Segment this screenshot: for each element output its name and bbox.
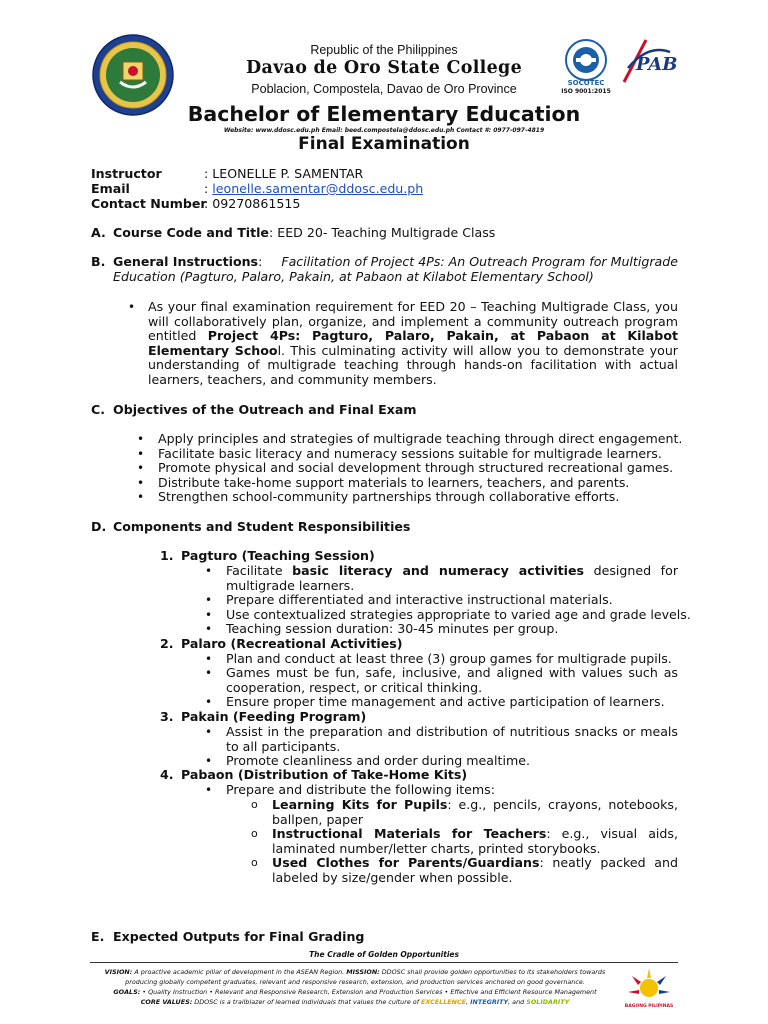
email-link[interactable]: leonelle.samentar@ddosc.edu.ph [212,181,424,196]
section-a-title: Course Code and Title [113,225,269,240]
iso-label: ISO 9001:2015 [561,88,611,95]
component-bullet: Prepare and distribute the following items: [226,782,495,797]
core-value-excellence: EXCELLENCE [421,998,467,1006]
component-bullet: Promote cleanliness and order during mealtime. [226,753,530,768]
footer-statements [90,967,620,1007]
component-bullet: Teaching session duration: 30-45 minutes per group. [226,621,559,636]
component-number: 1. [160,548,174,563]
section-e-letter: E. [91,929,105,944]
bullet-dot: • [205,725,213,739]
core-values-label: CORE VALUES: [140,998,193,1006]
section-b-para-bold: Project 4Ps: Pagturo, Palaro, Pakain, at Pabaon at Kilabot Elementary Schoo [148,328,678,358]
section-d-letter: D. [91,519,107,534]
bullet-dot: • [205,754,213,768]
bullet-dot: • [205,622,213,636]
socotec-label: SOCOTEC [567,79,605,87]
sub-bullet-item [272,856,678,885]
bullet-dot: • [137,476,145,490]
section-b-line1 [113,255,678,270]
component-title: Pagturo (Teaching Session) [181,548,375,563]
republic-line: Republic of the Philippines [310,43,458,57]
component-bullet: Ensure proper time management and active participation of learners. [226,694,665,709]
bullet-dot: • [205,593,213,607]
section-b-italic-1: Facilitation of Project 4Ps: An Outreach Program for Multigrade [281,254,678,269]
section-b-para-1: As your final examination requirement for EED 20 – Teaching Multigrade Class, you will collaboratively plan, organize, and implement a community outreach program entitled [148,299,678,344]
footer-tagline: The Cradle of Golden Opportunities [309,950,459,959]
text-run: , [466,998,471,1006]
college-address: Poblacion, Compostela, Davao de Oro Province [251,82,517,96]
text-run-bold: Instructional Materials for Teachers [272,826,547,841]
pab-label: PAB [636,54,678,75]
text-run-bold: Learning Kits for Pupils [272,797,448,812]
component-bullet: Plan and conduct at least three (3) group games for multigrade pupils. [226,651,672,666]
section-a-value: : EED 20- Teaching Multigrade Class [268,225,496,240]
instructor-label: Instructor [91,166,162,181]
goals-text: • Quality Instruction • Relevant and Responsive Research, Extension and Production Services • Effective and Efficient Resource Management [140,988,597,996]
section-b-letter: B. [91,254,106,269]
component-bullet: Assist in the preparation and distribution of nutritious snacks or meals to all participants. [226,724,678,754]
vision-label: VISION: [104,968,133,976]
component-bullet: Use contextualized strategies appropriate to varied age and grade levels. [226,607,691,622]
section-b-italic-2: Education (Pagturo, Palaro, Pakain, at Pabaon at Kilabot Elementary School) [113,269,594,284]
objective-item: Apply principles and strategies of multigrade teaching through direct engagement. [158,431,683,446]
component-bullet: Games must be fun, safe, inclusive, and aligned with values such as cooperation, respect, or critical thinking. [226,665,678,695]
bullet-dot: • [128,300,136,314]
section-e-title: Expected Outputs for Final Grading [113,929,365,944]
mission-label: MISSION: [346,968,380,976]
bullet-dot: • [205,666,213,680]
email-label: Email [91,181,130,196]
bullet-dot: • [137,461,145,475]
sub-bullet-circle: o [251,827,258,840]
bullet-dot: • [137,432,145,446]
socotec-iso-logo-icon [558,36,614,98]
sub-bullet-item [272,798,678,827]
section-b-para-2: l. This culminating activity will allow you to demonstrate your understanding of multigrade teaching through hands-on facilitation with actual learners, teachers, and community members. [148,342,678,387]
footer-divider [90,962,678,963]
section-c-title: Objectives of the Outreach and Final Exam [113,402,417,417]
instructor-value: : LEONELLE P. SAMENTAR [204,166,364,181]
pab-logo-icon [618,34,678,98]
bagong-pilipinas-label: BAGONG PILIPINAS [624,1004,674,1009]
bagong-pilipinas-logo-icon [624,966,674,1016]
core-value-integrity: INTEGRITY [470,998,509,1006]
section-a-letter: A. [91,225,106,240]
college-name: Davao de Oro State College [245,58,523,78]
component-number: 2. [160,636,174,651]
email-colon: : [204,181,213,196]
text-run: Facilitate [226,563,293,578]
sub-bullet-circle: o [251,856,258,869]
section-c-letter: C. [91,402,106,417]
exam-title: Final Examination [298,134,470,154]
bullet-dot: • [205,564,213,578]
contact-label: Contact Number [91,196,207,211]
objective-item: Facilitate basic literacy and numeracy sessions suitable for multigrade learners. [158,446,662,461]
section-b-colon: : [258,254,263,269]
component-title: Pakain (Feeding Program) [181,709,367,724]
component-bullet [226,564,678,593]
text-run-bold: Used Clothes for Parents/Guardians [272,855,540,870]
text-run: designed for multigrade learners. [226,563,679,593]
sub-bullet-circle: o [251,798,258,811]
bullet-dot: • [205,608,213,622]
component-title: Pabaon (Distribution of Take-Home Kits) [181,767,468,782]
goals-label: GOALS: [113,988,141,996]
text-run: : neatly packed and labeled by size/gender when possible. [272,855,678,885]
objective-item: Strengthen school-community partnerships through collaborative efforts. [158,489,620,504]
program-title: Bachelor of Elementary Education [187,102,581,126]
section-a-line [113,226,495,241]
contact-value: : 09270861515 [204,196,301,211]
text-run: : e.g., pencils, crayons, notebooks, ballpen, paper [272,797,678,827]
core-values-text: DDOSC is a trailblazer of learned individuals that values the culture of [192,998,421,1006]
objective-item: Promote physical and social development through structured recreational games. [158,460,674,475]
section-d-title: Components and Student Responsibilities [113,519,411,534]
objective-item: Distribute take-home support materials to learners, teachers, and parents. [158,475,630,490]
bullet-dot: • [137,447,145,461]
component-number: 4. [160,767,174,782]
component-number: 3. [160,709,174,724]
section-b-paragraph [148,300,678,388]
vision-text: A proactive academic pillar of development in the ASEAN Region. [132,968,347,976]
text-run: : e.g., visual aids, laminated number/letter charts, printed storybooks. [272,826,678,856]
text-run-bold: basic literacy and numeracy activities [292,563,585,578]
bullet-dot: • [137,490,145,504]
core-value-solidarity: SOLIDARITY [526,998,570,1006]
email-row [204,182,423,197]
mission-text: DDOSC shall provide golden opportunities to its stakeholders towards producing globally competent graduates, relevant and responsive research, extension, and production services anchored on good governance. [125,968,606,986]
sub-bullet-item [272,827,678,856]
section-b-title: General Instructions [113,254,259,269]
bullet-dot: • [205,652,213,666]
bullet-dot: • [205,783,213,797]
component-title: Palaro (Recreational Activities) [181,636,403,651]
bullet-dot: • [205,695,213,709]
contact-line: Website: www.ddosc.edu.ph Email: beed.compostela@ddosc.edu.ph Contact #: 0977-097-4819 [223,127,545,134]
text-run: , and [508,998,527,1006]
component-bullet: Prepare differentiated and interactive instructional materials. [226,592,613,607]
